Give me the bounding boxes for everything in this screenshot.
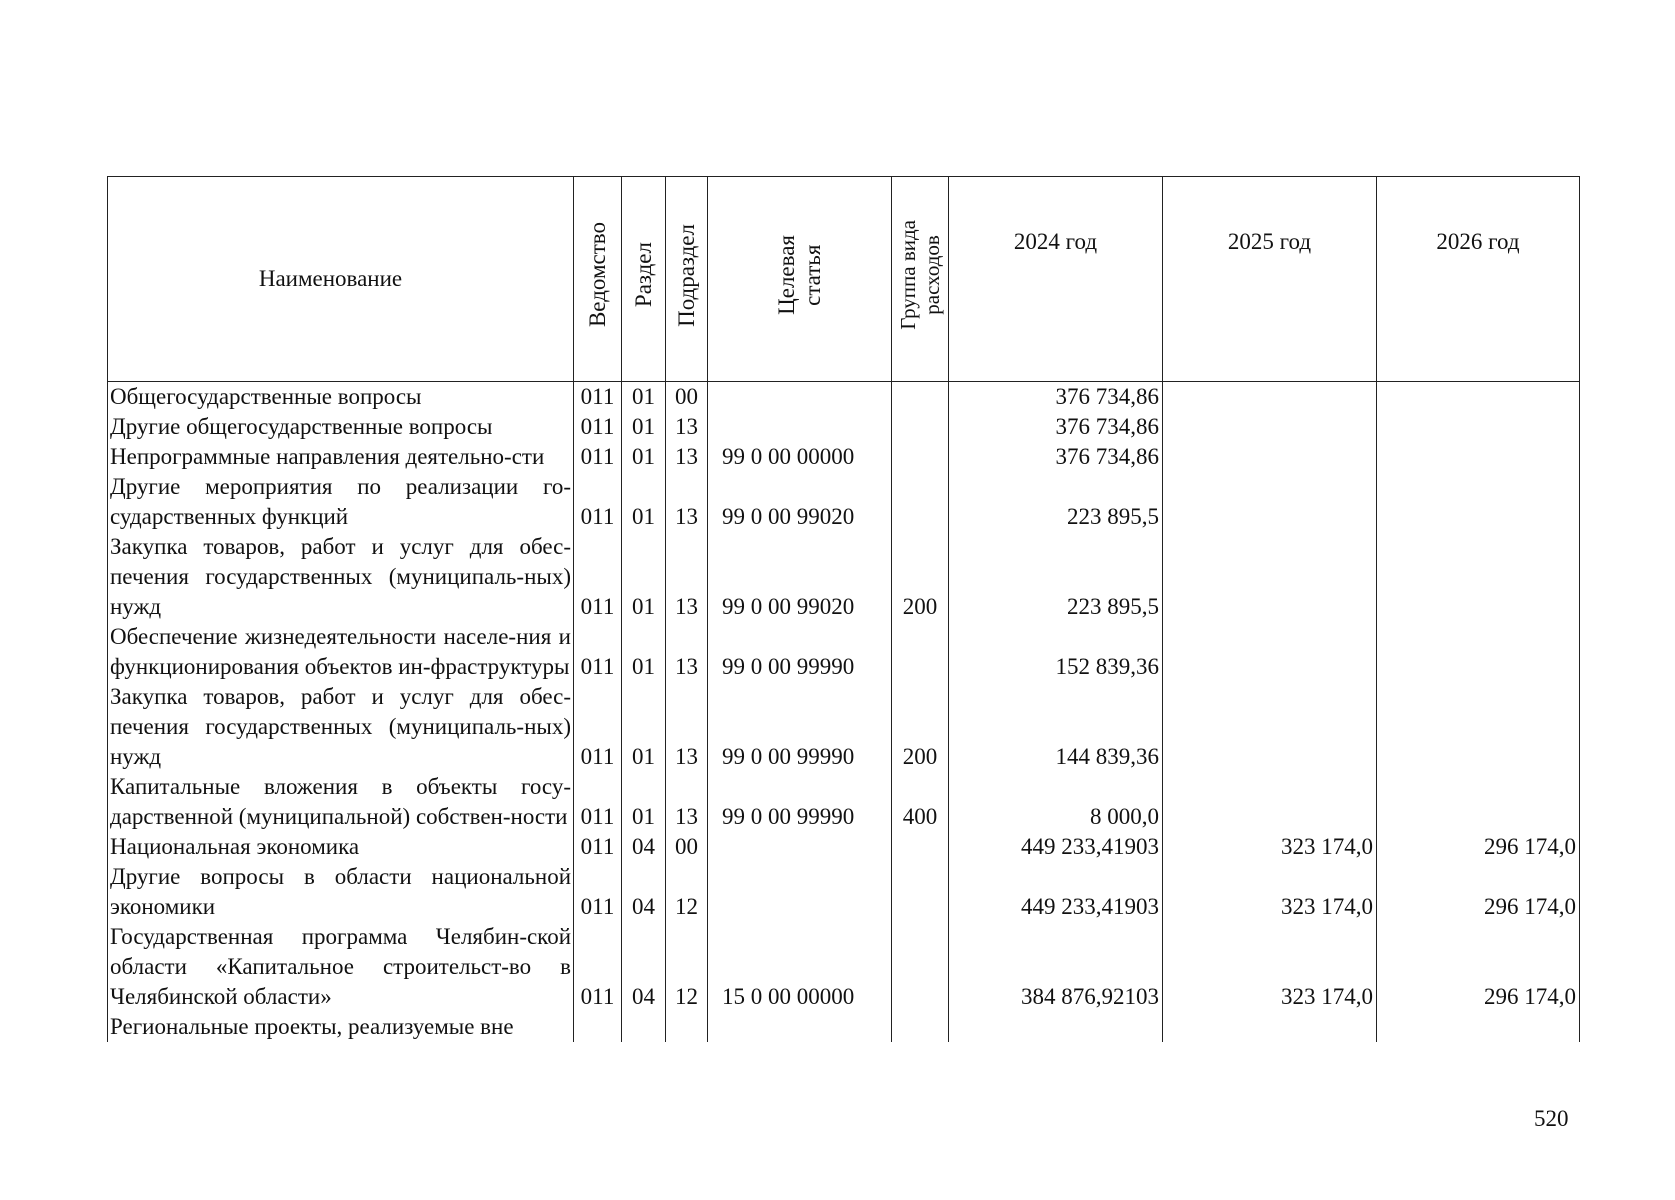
cell-2024: 223 895,5	[949, 532, 1163, 622]
cell-2024: 376 734,86	[949, 382, 1163, 413]
header-department-label: Ведомство	[584, 222, 610, 328]
budget-table	[107, 176, 1580, 1042]
cell-2024	[949, 1012, 1163, 1042]
header-group-label	[896, 220, 944, 330]
cell-2025	[1163, 622, 1377, 682]
cell-section: 01	[622, 532, 666, 622]
header-target-article	[708, 177, 892, 382]
table-row	[108, 382, 1580, 413]
header-2025: 2025 год	[1163, 177, 1377, 382]
cell-2025: 323 174,0	[1163, 922, 1377, 1012]
cell-section: 04	[622, 832, 666, 862]
page-number: 520	[1534, 1106, 1569, 1131]
cell-name: Другие общегосударственные вопросы	[108, 412, 574, 442]
header-subsection	[666, 177, 708, 382]
cell-section	[622, 1012, 666, 1042]
cell-target-article: 15 0 00 00000	[708, 922, 892, 1012]
cell-2025	[1163, 472, 1377, 532]
cell-section: 01	[622, 382, 666, 413]
cell-subsection: 13	[666, 412, 708, 442]
header-department	[574, 177, 622, 382]
cell-subsection: 13	[666, 772, 708, 832]
cell-expense-group	[892, 1012, 949, 1042]
cell-2026: 296 174,0	[1377, 922, 1580, 1012]
cell-section: 01	[622, 412, 666, 442]
cell-expense-group	[892, 472, 949, 532]
cell-2025	[1163, 442, 1377, 472]
cell-department: 011	[574, 922, 622, 1012]
cell-target-article	[708, 412, 892, 442]
cell-subsection	[666, 1012, 708, 1042]
header-subsection-label: Подраздел	[673, 223, 699, 327]
cell-name: Общегосударственные вопросы	[108, 382, 574, 413]
cell-2024: 449 233,41903	[949, 862, 1163, 922]
cell-expense-group	[892, 622, 949, 682]
cell-target-article: 99 0 00 00000	[708, 442, 892, 472]
cell-2026: 296 174,0	[1377, 862, 1580, 922]
cell-name: Капитальные вложения в объекты госу-дарственной (муниципальной) собствен-ности	[108, 772, 574, 832]
cell-2025	[1163, 382, 1377, 413]
cell-2024: 223 895,5	[949, 472, 1163, 532]
cell-2026	[1377, 622, 1580, 682]
cell-2026	[1377, 682, 1580, 772]
cell-department: 011	[574, 382, 622, 413]
cell-2025	[1163, 532, 1377, 622]
cell-expense-group: 200	[892, 682, 949, 772]
cell-2025	[1163, 772, 1377, 832]
cell-name: Другие вопросы в области национальной экономики	[108, 862, 574, 922]
cell-section: 04	[622, 862, 666, 922]
header-target-line2: статья	[799, 244, 825, 306]
cell-expense-group	[892, 442, 949, 472]
header-name: Наименование	[108, 177, 574, 382]
cell-2026	[1377, 1012, 1580, 1042]
cell-target-article: 99 0 00 99020	[708, 472, 892, 532]
cell-section: 01	[622, 442, 666, 472]
table-row	[108, 922, 1580, 1012]
table-body	[108, 382, 1580, 1043]
cell-name: Непрограммные направления деятельно-сти	[108, 442, 574, 472]
cell-department: 011	[574, 682, 622, 772]
header-group-line1: Группа вида	[896, 220, 920, 330]
cell-target-article	[708, 382, 892, 413]
cell-subsection: 13	[666, 442, 708, 472]
header-2024: 2024 год	[949, 177, 1163, 382]
cell-section: 01	[622, 622, 666, 682]
cell-subsection: 13	[666, 622, 708, 682]
cell-2026	[1377, 532, 1580, 622]
cell-department: 011	[574, 412, 622, 442]
cell-name: Региональные проекты, реализуемые вне	[108, 1012, 574, 1042]
cell-target-article	[708, 1012, 892, 1042]
cell-2026	[1377, 472, 1580, 532]
cell-expense-group: 200	[892, 532, 949, 622]
cell-department: 011	[574, 442, 622, 472]
cell-2024: 144 839,36	[949, 682, 1163, 772]
cell-section: 01	[622, 472, 666, 532]
cell-2024: 152 839,36	[949, 622, 1163, 682]
cell-expense-group	[892, 382, 949, 413]
table-row	[108, 862, 1580, 922]
table-row	[108, 832, 1580, 862]
table-row	[108, 442, 1580, 472]
table-row	[108, 532, 1580, 622]
cell-target-article: 99 0 00 99990	[708, 622, 892, 682]
cell-name: Обеспечение жизнедеятельности населе-ния и функционирования объектов ин-фраструктуры	[108, 622, 574, 682]
cell-name: Государственная программа Челябин-ской области «Капитальное строительст-во в Челябинской области»	[108, 922, 574, 1012]
cell-expense-group	[892, 412, 949, 442]
cell-expense-group: 400	[892, 772, 949, 832]
table-row	[108, 682, 1580, 772]
header-target-label	[774, 235, 826, 315]
cell-target-article: 99 0 00 99990	[708, 772, 892, 832]
cell-expense-group	[892, 832, 949, 862]
cell-target-article	[708, 862, 892, 922]
cell-expense-group	[892, 922, 949, 1012]
table-row	[108, 1012, 1580, 1042]
header-2026: 2026 год	[1377, 177, 1580, 382]
table-row	[108, 472, 1580, 532]
cell-subsection: 12	[666, 862, 708, 922]
cell-2024: 376 734,86	[949, 442, 1163, 472]
cell-department: 011	[574, 862, 622, 922]
cell-department: 011	[574, 532, 622, 622]
table-row	[108, 622, 1580, 682]
cell-2026	[1377, 442, 1580, 472]
cell-department	[574, 1012, 622, 1042]
cell-target-article	[708, 832, 892, 862]
table-header-row	[108, 177, 1580, 382]
cell-department: 011	[574, 832, 622, 862]
cell-target-article: 99 0 00 99990	[708, 682, 892, 772]
cell-2024: 449 233,41903	[949, 832, 1163, 862]
cell-2025: 323 174,0	[1163, 862, 1377, 922]
header-expense-group	[892, 177, 949, 382]
table-row	[108, 412, 1580, 442]
cell-subsection: 00	[666, 382, 708, 413]
cell-2025	[1163, 412, 1377, 442]
cell-section: 04	[622, 922, 666, 1012]
cell-subsection: 13	[666, 682, 708, 772]
cell-2026	[1377, 412, 1580, 442]
cell-name: Другие мероприятия по реализации го-сударственных функций	[108, 472, 574, 532]
cell-department: 011	[574, 772, 622, 832]
cell-2026	[1377, 772, 1580, 832]
cell-name: Закупка товаров, работ и услуг для обес-печения государственных (муниципаль-ных) нужд	[108, 682, 574, 772]
cell-subsection: 00	[666, 832, 708, 862]
cell-department: 011	[574, 622, 622, 682]
cell-2024: 376 734,86	[949, 412, 1163, 442]
cell-section: 01	[622, 682, 666, 772]
header-section-label: Раздел	[630, 242, 656, 308]
cell-name: Закупка товаров, работ и услуг для обес-печения государственных (муниципаль-ных) нужд	[108, 532, 574, 622]
header-section	[622, 177, 666, 382]
table-row	[108, 772, 1580, 832]
cell-2025: 323 174,0	[1163, 832, 1377, 862]
cell-2024: 384 876,92103	[949, 922, 1163, 1012]
cell-department: 011	[574, 472, 622, 532]
cell-subsection: 13	[666, 532, 708, 622]
cell-name: Национальная экономика	[108, 832, 574, 862]
cell-2024: 8 000,0	[949, 772, 1163, 832]
cell-2026	[1377, 382, 1580, 413]
cell-2025	[1163, 682, 1377, 772]
cell-subsection: 13	[666, 472, 708, 532]
cell-target-article: 99 0 00 99020	[708, 532, 892, 622]
cell-2026: 296 174,0	[1377, 832, 1580, 862]
cell-2025	[1163, 1012, 1377, 1042]
cell-section: 01	[622, 772, 666, 832]
cell-expense-group	[892, 862, 949, 922]
header-target-line1: Целевая	[773, 235, 799, 315]
header-group-line2: расходов	[920, 235, 944, 315]
cell-subsection: 12	[666, 922, 708, 1012]
